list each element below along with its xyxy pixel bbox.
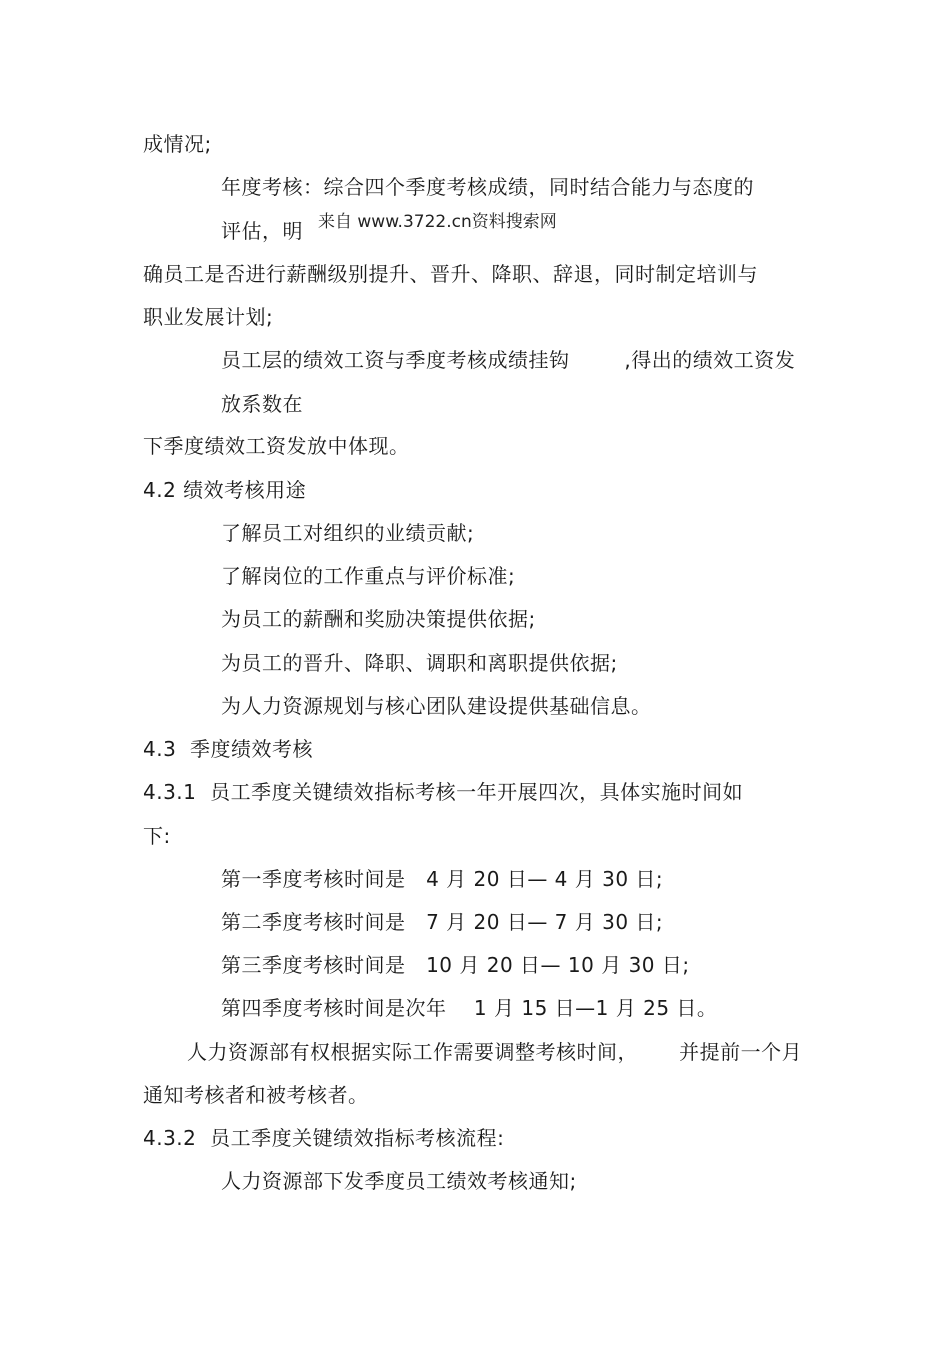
- schedule-item: 第二季度考核时间是 7 月 20 日— 7 月 30 日;: [221, 910, 664, 934]
- text-line: 年度考核：综合四个季度考核成绩，同时结合能力与态度的: [221, 175, 754, 199]
- section-heading: 4.3.2 员工季度关键绩效指标考核流程:: [143, 1126, 505, 1150]
- text-line: 成情况;: [143, 132, 212, 156]
- schedule-item: 第一季度考核时间是 4 月 20 日— 4 月 30 日;: [221, 867, 664, 891]
- text-line: 职业发展计划;: [143, 305, 274, 329]
- list-item: 为人力资源规划与核心团队建设提供基础信息。: [221, 694, 652, 718]
- list-item: 为员工的晋升、降职、调职和离职提供依据;: [221, 651, 618, 675]
- text-line: 下季度绩效工资发放中体现。: [143, 434, 410, 458]
- text-line: 人力资源部有权根据实际工作需要调整考核时间， 并提前一个月: [187, 1040, 803, 1064]
- text-line: 下:: [143, 824, 171, 848]
- text-line: 人力资源部下发季度员工绩效考核通知;: [221, 1169, 577, 1193]
- watermark-text: 来自 www.3722.cn资料搜索网: [318, 212, 557, 232]
- list-item: 了解岗位的工作重点与评价标准;: [221, 564, 516, 588]
- text-line: 放系数在: [221, 392, 303, 416]
- text-line: 员工层的绩效工资与季度考核成绩挂钩 ,得出的绩效工资发: [221, 348, 796, 372]
- list-item: 为员工的薪酬和奖励决策提供依据;: [221, 607, 536, 631]
- schedule-item: 第三季度考核时间是 10 月 20 日— 10 月 30 日;: [221, 953, 690, 977]
- text-line: 通知考核者和被考核者。: [143, 1083, 369, 1107]
- schedule-item: 第四季度考核时间是次年 1 月 15 日—1 月 25 日。: [221, 996, 718, 1020]
- section-heading: 4.2 绩效考核用途: [143, 478, 307, 502]
- text-line: 评估，明: [221, 219, 303, 243]
- list-item: 了解员工对组织的业绩贡献;: [221, 521, 475, 545]
- text-line: 4.3.1 员工季度关键绩效指标考核一年开展四次，具体实施时间如: [143, 780, 744, 804]
- section-heading: 4.3 季度绩效考核: [143, 737, 314, 761]
- text-line: 确员工是否进行薪酬级别提升、晋升、降职、辞退，同时制定培训与: [143, 262, 758, 286]
